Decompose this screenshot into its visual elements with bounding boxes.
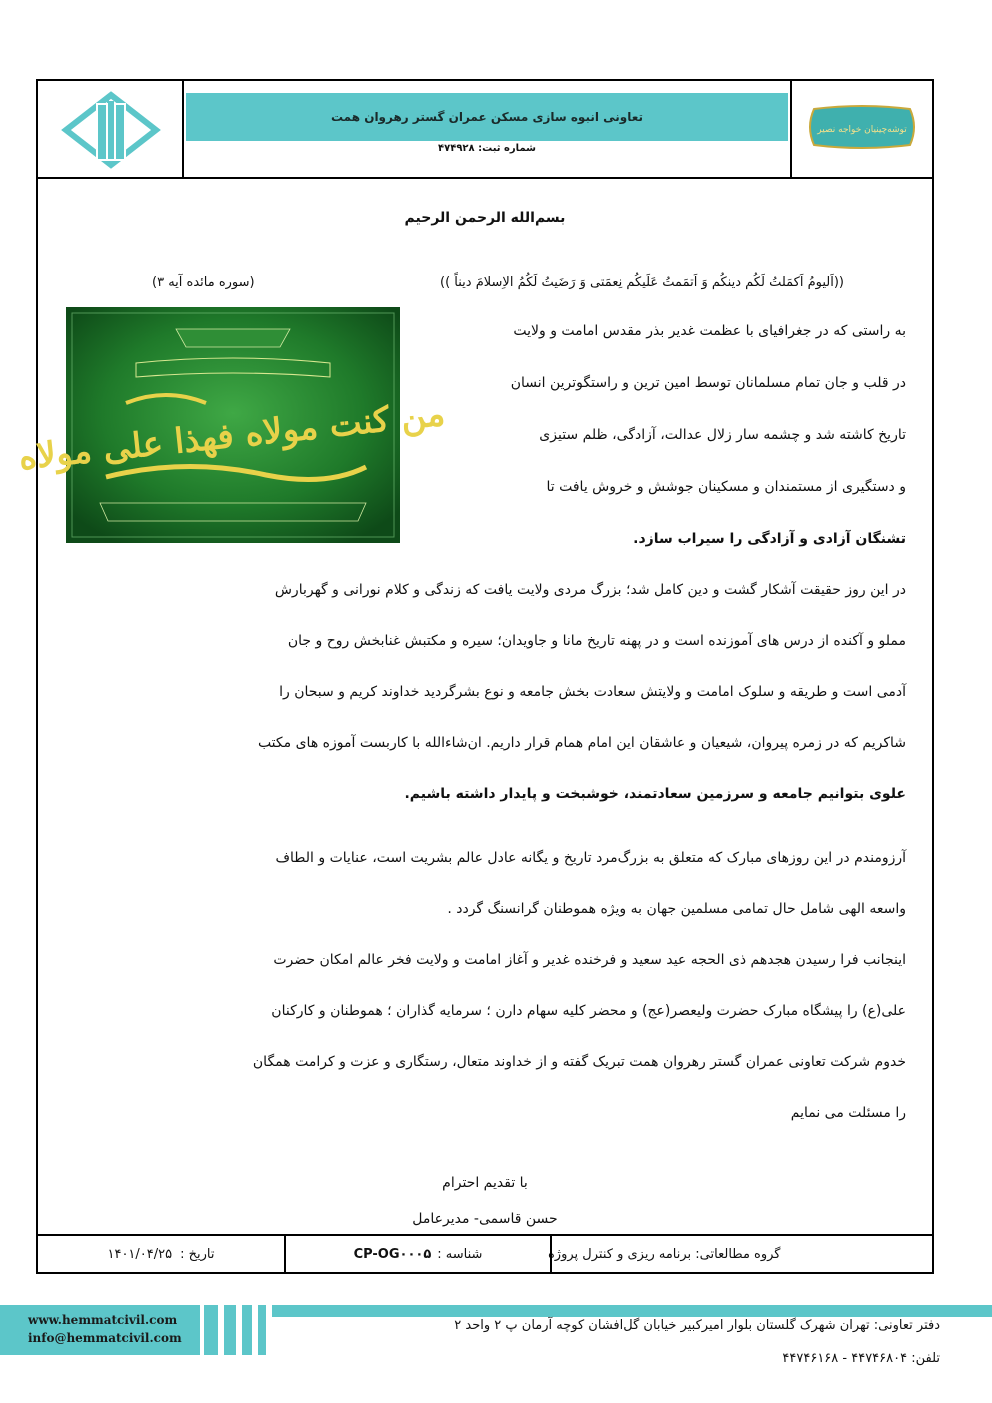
text-line: علوی بتوانیم جامعه و سرزمین سعادتمند، خوشبخت و پایدار داشته باشیم.	[404, 786, 906, 802]
text-line: مملو و آکنده از درس های آموزنده است و در پهنه تاریخ مانا و جاویدان؛ سیره و مکتبش غنابخش روح و جان	[287, 633, 906, 649]
verse-reference: (سوره مائده آیه ۳)	[152, 275, 255, 290]
quran-verse: ((اَلیومُ اَکمَلتُ لَکُم دینکُم وَ اَتمَمتُ عَلَیکُم نِعمَتی وَ رَضَیتُ لَکُمُ الاِسلامَ دیناً ))	[440, 275, 844, 290]
document-id-label: شناسه :	[437, 1246, 483, 1262]
study-group-cell: گروه مطالعاتی: برنامه ریزی و کنترل پروژه	[548, 1246, 781, 1262]
company-logo-cell	[38, 81, 184, 177]
closing-block	[38, 1165, 932, 1237]
website-link[interactable]: www.hemmatcivil.com	[28, 1313, 178, 1327]
phone-numbers: تلفن: ۴۴۷۴۶۸۰۴ - ۴۴۷۴۶۱۶۸	[782, 1351, 940, 1366]
text-line: به راستی که در جغرافیای با عظمت غدیر بذر مقدس امامت و ولایت	[513, 323, 906, 339]
document-info-table	[38, 1234, 932, 1272]
building-logo-icon	[62, 93, 160, 167]
letter-body	[16, 177, 932, 1236]
text-line: آدمی است و طریقه و سلوک امامت و ولایتش سعادت بخش جامعه و نوع بشرگردید خداوند کریم و سبحان را	[279, 684, 906, 700]
text-line: در قلب و جان تمام مسلمانان توسط امین ترین و راستگوترین انسان	[510, 375, 906, 391]
text-line: آرزومندم در این روزهای مبارک که متعلق به بزرگ‌مرد تاریخ و یگانه عادل عالم بشریت است، عنایات و الطاف	[275, 850, 906, 866]
ghadir-banner-image	[16, 307, 447, 543]
text-line: تاریخ کاشته شد و چشمه سار زلال عدالت، آزادگی، ظلم ستیزی	[539, 427, 906, 443]
text-line: را مسئلت می نمایم	[790, 1105, 906, 1121]
company-name: تعاونی انبوه سازی مسکن عمران گستر رهروان همت	[330, 110, 644, 124]
date-cell	[38, 1236, 284, 1272]
registration-number: شماره ثبت: ۴۷۴۹۲۸	[438, 143, 536, 154]
text-line: خدوم شرکت تعاونی عمران گستر رهروان همت تبریک گفته و از خداوند متعال، رستگاری و عزت و کرامت همگان	[252, 1054, 906, 1070]
emblem-logo-text: توشه‌چینیان خواجه نصیر	[817, 125, 907, 135]
text-line: در این روز حقیقت آشکار گشت و دین کامل شد؛ بزرگ مردی ولایت یافت که زندگی و کلام نورانی و گهربارش	[274, 582, 906, 598]
text-line: شاکریم که در زمره پیروان، شیعیان و عاشقان این امام همام قرار داریم. ان‌شاءالله با کاربست آموزه های مکتب	[257, 735, 906, 751]
paragraph-2	[98, 833, 906, 1139]
footer-stripes-icon	[204, 1305, 284, 1355]
letterhead	[38, 81, 932, 179]
office-address: دفتر تعاونی: تهران شهرک گلستان بلوار امیرکبیر خیابان گل‌افشان کوچه آرمان پ ۲ واحد ۲	[454, 1318, 940, 1333]
contact-box	[0, 1305, 200, 1355]
text-line: و دستگیری از مستمندان و مسکینان جوشش و خروش یافت تا	[546, 479, 906, 495]
email-link[interactable]: info@hemmatcivil.com	[28, 1331, 182, 1345]
document-id-value: CP-OG۰۰۰۵	[353, 1246, 432, 1262]
text-line: تشنگان آزادی و آزادگی را سیراب سازد.	[633, 531, 906, 547]
text-line: علی(ع) را پیشگاه مبارک حضرت ولیعصر(عج) و محضر کلیه سهام دارن ؛ سرمایه گذاران ؛ هموطنان و کارکنان	[271, 1003, 906, 1019]
paragraph-1	[98, 565, 906, 820]
document-id-cell	[284, 1236, 552, 1272]
letter-title: بسم‌الله الرحمن الرحیم	[404, 210, 566, 226]
intro-paragraph	[416, 305, 906, 565]
closing-salutation: با تقدیم احترام	[442, 1175, 528, 1191]
emblem-logo-cell	[790, 81, 932, 177]
emblem-logo-icon	[806, 105, 918, 149]
header-title-bar	[186, 93, 788, 141]
banner-calligraphy: من کنت مولاه فهذا علی مولاه	[16, 393, 447, 479]
date-label: تاریخ :	[180, 1246, 215, 1262]
text-line: اینجانب فرا رسیدن هجدهم ذی الحجه عید سعید و فرخنده غدیر و آغاز امامت و ولایت فخر عالم امکان حضرت	[273, 952, 906, 968]
date-value: ۱۴۰۱/۰۴/۲۵	[107, 1246, 173, 1262]
text-line: واسعه الهی شامل حال تمامی مسلمین جهان به ویژه هموطنان گرانسنگ گردد .	[447, 901, 906, 917]
letter-frame	[16, 79, 934, 1274]
signature-name: حسن قاسمی- مدیرعامل	[412, 1211, 558, 1227]
